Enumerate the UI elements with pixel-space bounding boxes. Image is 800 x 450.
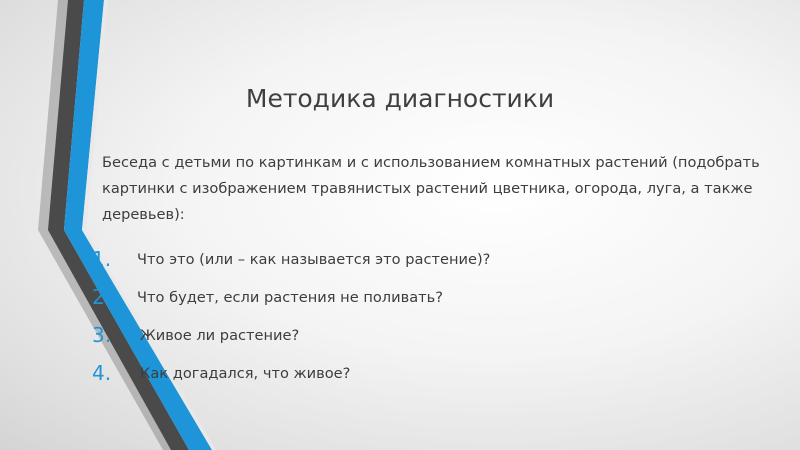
list-number: 2. xyxy=(92,285,112,309)
list-item xyxy=(92,240,752,278)
intro-paragraph: Беседа с детьми по картинкам и с использованием комнатных растений (подобрать картинки с изображением травянистых растений цветника, огорода, луга, а также деревьев): xyxy=(102,154,760,223)
list-item-text: Что будет, если растения не поливать? xyxy=(137,288,443,306)
slide-title: Методика диагностики xyxy=(245,84,555,113)
list-item xyxy=(92,316,752,354)
list-number: 1. xyxy=(92,247,112,271)
list-number: 4. xyxy=(92,361,112,385)
list-item xyxy=(92,354,752,392)
list-number: 3. xyxy=(92,323,112,347)
list-item-text: Как догадался, что живое? xyxy=(140,364,351,382)
question-list xyxy=(92,240,752,392)
list-item-text: Что это (или – как называется это растение)? xyxy=(137,250,491,268)
list-item xyxy=(92,278,752,316)
list-item-text: Живое ли растение? xyxy=(140,326,300,344)
